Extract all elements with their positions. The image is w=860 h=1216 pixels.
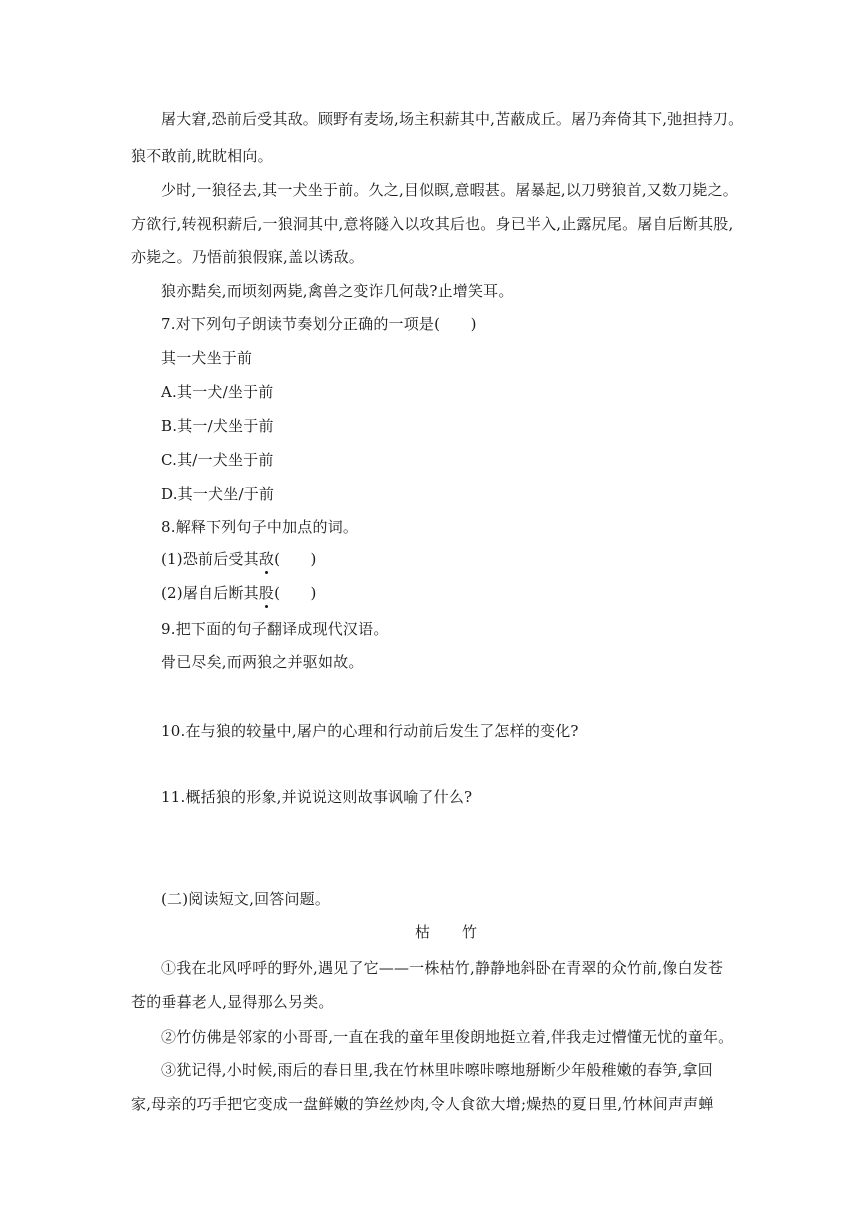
passage-line: 少时,一狼径去,其一犬坐于前。久之,目似瞑,意暇甚。屠暴起,以刀劈狼首,又数刀毙之。 bbox=[161, 181, 739, 199]
question-7-sentence: 其一犬坐于前 bbox=[161, 349, 253, 367]
question-10-stem: 10.在与狼的较量中,屠户的心理和行动前后发生了怎样的变化? bbox=[161, 722, 579, 740]
question-7-option-d: D.其一犬坐/于前 bbox=[161, 485, 275, 503]
article-line: 家,母亲的巧手把它变成一盘鲜嫩的笋丝炒肉,令人食欲大增;燥热的夏日里,竹林间声声蝉 bbox=[131, 1095, 714, 1113]
section-2-heading: (二)阅读短文,回答问题。 bbox=[161, 890, 331, 908]
question-7-stem: 7.对下列句子朗读节奏划分正确的一项是( ) bbox=[161, 315, 477, 333]
question-8-item-2: (2)屠自后断其股( ) bbox=[161, 584, 317, 602]
passage-line: 狼不敢前,眈眈相向。 bbox=[131, 147, 273, 165]
article-line: ②竹仿佛是邻家的小哥哥,一直在我的童年里俊朗地挺立着,伴我走过懵懂无忧的童年。 bbox=[161, 1028, 734, 1046]
question-11-stem: 11.概括狼的形象,并说说这则故事讽喻了什么? bbox=[161, 788, 473, 806]
question-9-stem: 9.把下面的句子翻译成现代汉语。 bbox=[161, 620, 389, 638]
passage-line: 方欲行,转视积薪后,一狼洞其中,意将隧入以攻其后也。身已半入,止露尻尾。屠自后断其股, bbox=[131, 215, 734, 233]
question-7-option-c: C.其/一犬坐于前 bbox=[161, 451, 274, 469]
question-7-option-b: B.其一/犬坐于前 bbox=[161, 417, 274, 435]
passage-line: 亦毙之。乃悟前狼假寐,盖以诱敌。 bbox=[131, 248, 364, 266]
question-8-item-1: (1)恐前后受其敌( ) bbox=[161, 550, 317, 568]
article-line: ③犹记得,小时候,雨后的春日里,我在竹林里咔嚓咔嚓地掰断少年般稚嫩的春笋,拿回 bbox=[161, 1061, 713, 1079]
passage-line: 狼亦黠矣,而顷刻两毙,禽兽之变诈几何哉?止增笑耳。 bbox=[161, 282, 514, 300]
article-line: ①我在北风呼呼的野外,遇见了它——一株枯竹,静静地斜卧在青翠的众竹前,像白发苍 bbox=[161, 959, 724, 977]
article-line: 苍的垂暮老人,显得那么另类。 bbox=[131, 993, 334, 1011]
question-7-option-a: A.其一犬/坐于前 bbox=[161, 383, 274, 401]
article-title: 枯 竹 bbox=[414, 923, 478, 941]
emphasis-dot-word: 股 bbox=[258, 584, 275, 602]
emphasis-dot-word: 敌 bbox=[258, 550, 275, 568]
question-8-stem: 8.解释下列句子中加点的词。 bbox=[161, 518, 359, 536]
passage-line: 屠大窘,恐前后受其敌。顾野有麦场,场主积薪其中,苫蔽成丘。屠乃奔倚其下,弛担持刀。 bbox=[161, 110, 744, 128]
question-9-sentence: 骨已尽矣,而两狼之并驱如故。 bbox=[161, 653, 364, 671]
